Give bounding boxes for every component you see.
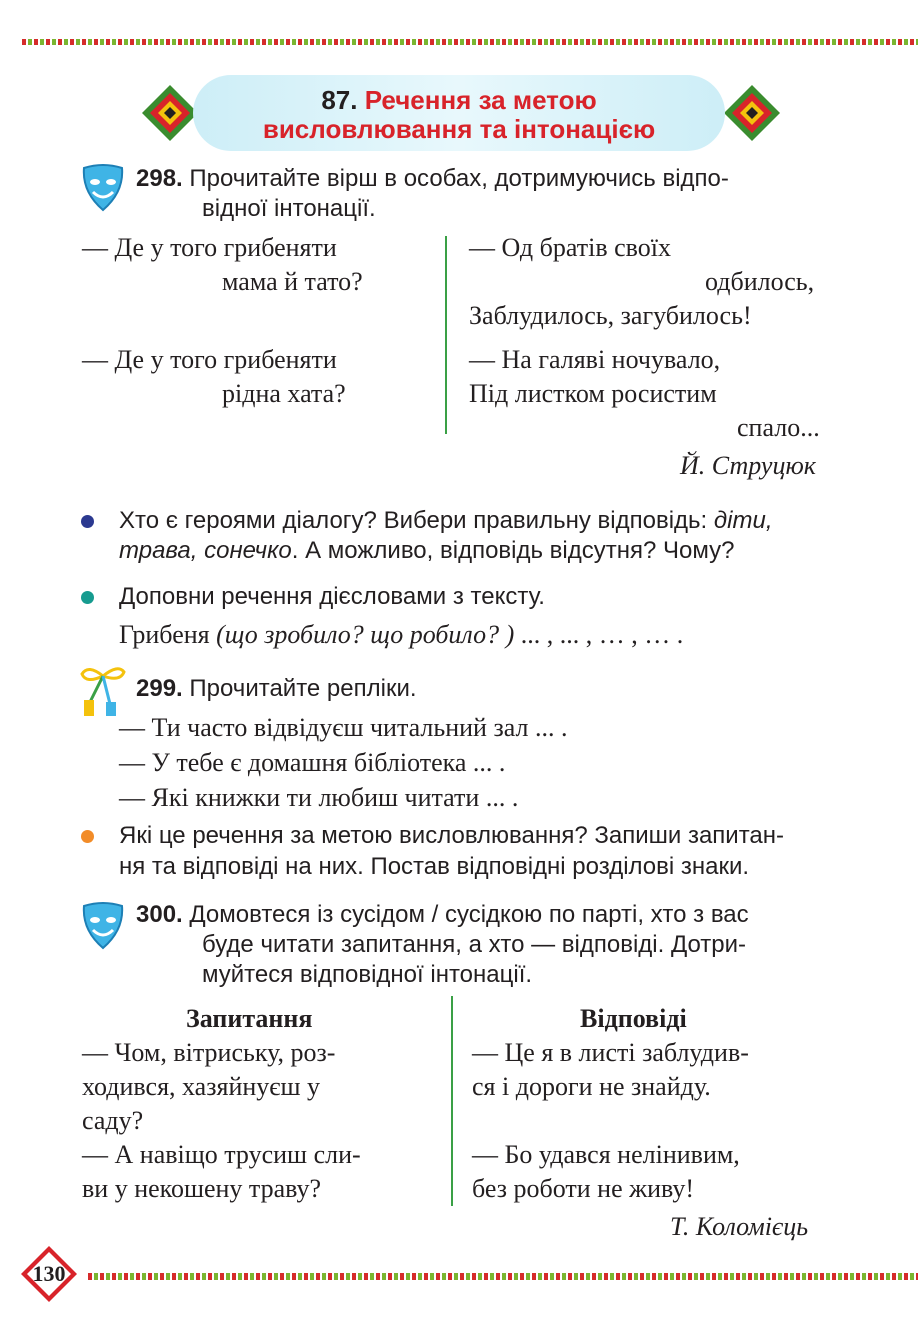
dialog-a1-line2: ся і дороги не знайду. <box>472 1072 711 1101</box>
ex300-number: 300. <box>136 901 183 928</box>
task1-italic: діти, <box>713 507 773 534</box>
theater-mask-icon <box>80 162 126 212</box>
poem-q2-line2: рідна хата? <box>222 379 346 408</box>
ex299-instruction <box>136 674 417 704</box>
poem-a2-line1: — На галяві ночувало, <box>469 345 721 374</box>
ex300-instruction-line3: муйтеся відповідної інтонації. <box>202 961 533 988</box>
task2-line1: Доповни речення дієсловами з тексту. <box>119 583 545 610</box>
task3-line2: ня та відповіді на них. Постав відповідні розділові знаки. <box>119 853 750 880</box>
ex298-instruction-line2: відної інтонації. <box>202 195 376 222</box>
dialog-divider <box>451 996 453 1206</box>
task1-italic-answers: трава, сонечко <box>119 537 292 564</box>
col-header-questions: Запитання <box>186 1004 313 1033</box>
task1-line1 <box>119 506 772 536</box>
ex299-reply2: — У тебе є домашня бібліотека ... . <box>119 748 506 777</box>
dialog-q2-line2: ви у некошену траву? <box>82 1174 322 1203</box>
task-bullet <box>81 830 94 843</box>
dialog-a2-line2: без роботи не живу! <box>472 1174 695 1203</box>
section-title-line2: висловлювання та інтонацією <box>262 114 656 144</box>
embroidery-ornament-icon <box>722 83 782 143</box>
task-bullet <box>81 515 94 528</box>
ex298-number: 298. <box>136 165 183 192</box>
ex298-instruction <box>136 164 729 194</box>
dialog-a2-line1: — Бо удався нелінивим, <box>472 1140 740 1169</box>
task2-line2 <box>119 618 683 652</box>
task1-text-rest: . А можливо, відповідь відсутня? Чому? <box>291 537 735 564</box>
section-number: 87. <box>321 85 358 115</box>
dialog-q2-line1: — А навіщо трусиш сли- <box>82 1140 361 1169</box>
ex299-instruction-text: Прочитайте репліки. <box>189 675 417 702</box>
poem-q2-line1: — Де у того грибеняти <box>82 345 337 374</box>
dialog-author: Т. Коломієць <box>670 1212 809 1241</box>
top-ornament-border <box>22 39 918 45</box>
embroidery-ornament-icon <box>140 83 200 143</box>
section-title-line1: Речення за метою <box>364 85 597 115</box>
ex300-instruction-line1: Домовтеся із сусідом / сусідкою по парті, хто з вас <box>189 901 749 928</box>
poem-q1-line2: мама й тато? <box>222 267 363 296</box>
ex300-instruction <box>136 900 749 930</box>
ex299-reply1: — Ти часто відвідуєш читальний зал ... . <box>119 713 568 742</box>
poem-author: Й. Струцюк <box>680 451 816 480</box>
task1-text: Хто є героями діалогу? Вибери правильну відповідь: <box>119 507 714 534</box>
task1-line2 <box>119 536 734 566</box>
theater-mask-icon <box>80 900 126 950</box>
poem-a2-line3: спало... <box>737 413 820 442</box>
ex299-number: 299. <box>136 675 183 702</box>
bottom-ornament-border <box>88 1273 918 1280</box>
ex300-instruction-line2: буде читати запитання, а хто — відповіді. Дотри- <box>202 931 747 958</box>
ex299-reply3: — Які книжки ти любиш читати ... . <box>119 783 519 812</box>
dialog-q1-line2: ходився, хазяйнуєш у <box>82 1072 320 1101</box>
section-title <box>193 75 725 151</box>
task2-blanks: ... , ... , … , … . <box>514 620 684 649</box>
task2-questions: (що зробило? що робило? ) <box>216 620 515 649</box>
dialog-a1-line1: — Це я в листі заблудив- <box>472 1038 749 1067</box>
tassel-bow-icon <box>78 662 128 718</box>
poem-a2-line2: Під листком росистим <box>469 379 717 408</box>
poem-a1-line3: Заблудилось, загубилось! <box>469 301 752 330</box>
ex298-instruction-line1: Прочитайте вірш в особах, дотримуючись відпо- <box>189 165 729 192</box>
task2-subject: Грибеня <box>119 620 217 649</box>
page-number: 130 <box>32 1261 66 1286</box>
poem-a1-line1: — Од братів своїх <box>469 233 671 262</box>
poem-a1-line2: одбилось, <box>705 267 815 296</box>
dialog-q1-line1: — Чом, вітриську, роз- <box>82 1038 336 1067</box>
poem-divider <box>445 236 447 434</box>
col-header-answers: Відповіді <box>580 1004 687 1033</box>
dialog-q1-line3: саду? <box>82 1106 144 1135</box>
task3-line1: Які це речення за метою висловлювання? Запиши запитан- <box>119 822 785 849</box>
poem-q1-line1: — Де у того грибеняти <box>82 233 337 262</box>
task-bullet <box>81 591 94 604</box>
